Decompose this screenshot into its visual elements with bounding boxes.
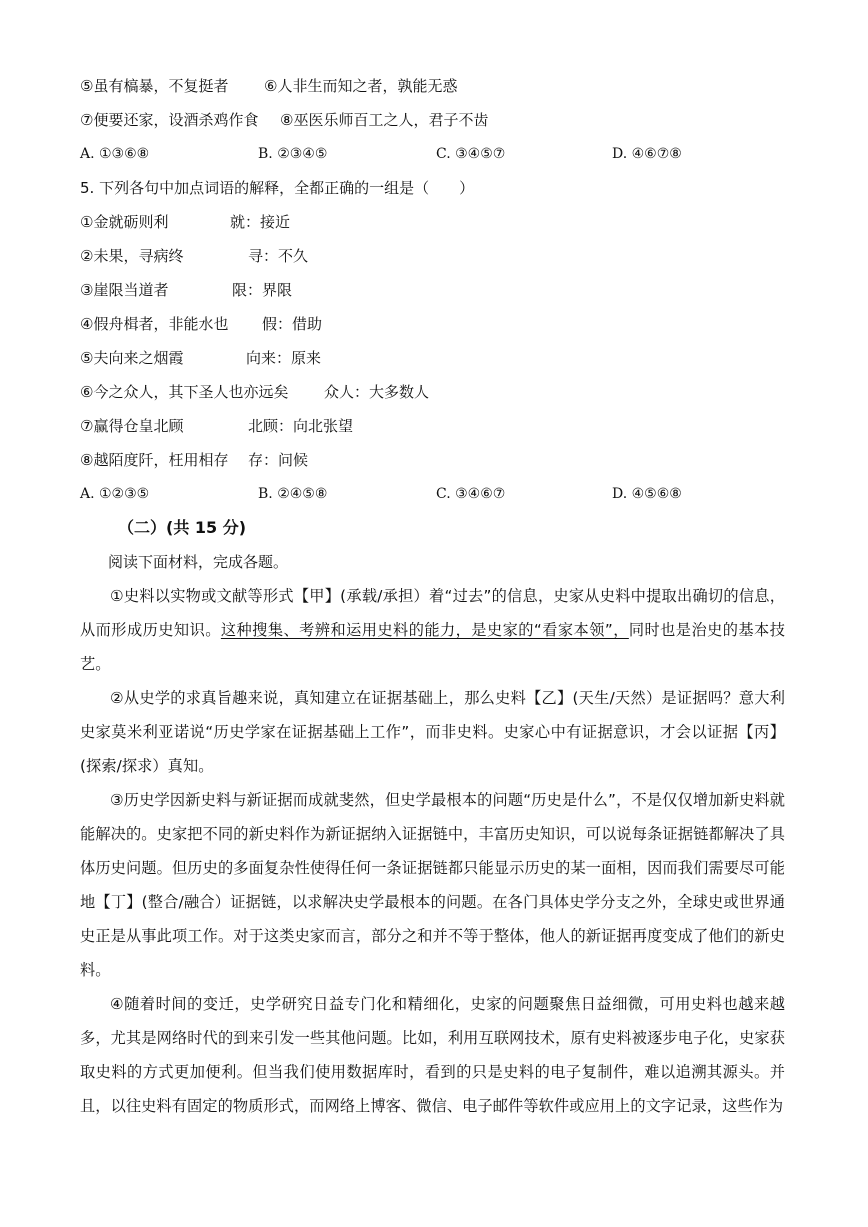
paragraph-1 bbox=[80, 579, 785, 681]
q5-sentence: ⑤夫向来之烟霞 bbox=[80, 349, 184, 367]
q5-sentence: ②未果，寻病终 bbox=[80, 247, 184, 265]
paragraph-1-underlined-text: 这种搜集、考辨和运用史料的能力，是史家的“看家本领”， bbox=[220, 621, 629, 639]
q4-item-5: ⑤虽有槁暴，不复挺者 bbox=[80, 77, 229, 95]
q5-gloss: 寻：不久 bbox=[248, 247, 309, 265]
q5-sentence: ③崖限当道者 bbox=[80, 281, 169, 299]
q5-sentence: ①金就砺则利 bbox=[80, 213, 169, 231]
q4-option-d[interactable]: D. ④⑥⑦⑧ bbox=[612, 146, 682, 162]
paragraph-1-text-a: ①史料以实物或文献等形式【甲】(承载/承担）着“过去”的信息，史家从史料中提取出确切的信息，从而形成历史知识。 bbox=[80, 587, 785, 639]
q5-sentence: ⑥今之众人，其下圣人也亦远矣 bbox=[80, 383, 289, 401]
q4-item-6: ⑥人非生而知之者，孰能无惑 bbox=[264, 77, 458, 95]
q5-sentence: ④假舟楫者，非能水也 bbox=[80, 315, 229, 333]
q5-sentence: ⑦赢得仓皇北顾 bbox=[80, 417, 184, 435]
q5-option-c[interactable]: C. ③④⑥⑦ bbox=[436, 486, 506, 502]
q4-option-c[interactable]: C. ③④⑤⑦ bbox=[436, 146, 506, 162]
q5-option-d[interactable]: D. ④⑤⑥⑧ bbox=[612, 486, 682, 502]
q5-gloss: 众人：大多数人 bbox=[324, 383, 430, 401]
q4-option-a[interactable]: A. ①③⑥⑧ bbox=[80, 146, 150, 162]
q4-option-b[interactable]: B. ②③④⑤ bbox=[258, 146, 328, 162]
section-instruction: 阅读下面材料，完成各题。 bbox=[108, 553, 289, 571]
q5-gloss: 北顾：向北张望 bbox=[248, 417, 354, 435]
section-heading: （二）(共 15 分) bbox=[118, 518, 247, 537]
q5-stem: 5. 下列各句中加点词语的解释，全都正确的一组是（ ） bbox=[80, 179, 475, 197]
q5-gloss: 就：接近 bbox=[230, 213, 291, 231]
paragraph-2: ②从史学的求真旨趣来说，真知建立在证据基础上，那么史料【乙】(天生/天然）是证据吗？意大利史家莫米利亚诺说“历史学家在证据基础上工作”，而非史料。史家心中有证据意识，才会以证据【丙】(探索/探求）真知。 bbox=[80, 689, 785, 775]
paragraph-1-text-b: 同时也是治史的基本技艺。 bbox=[80, 621, 786, 673]
q5-gloss: 限：界限 bbox=[232, 281, 293, 299]
paragraph-4: ④随着时间的变迁，史学研究日益专门化和精细化，史家的问题聚焦日益细微，可用史料也越来越多，尤其是网络时代的到来引发一些其他问题。比如，利用互联网技术，原有史料被逐步电子化，史家获取史料的方式更加便利。但当我们使用数据库时，看到的只是史料的电子复制件，难以追溯其源头。并且，以往史料有固定的物质形式，而网络上博客、微信、电子邮件等软件或应用上的文字记录，这些作为 bbox=[80, 995, 785, 1115]
q5-gloss: 假：借助 bbox=[262, 315, 323, 333]
q5-option-a[interactable]: A. ①②③⑤ bbox=[80, 486, 150, 502]
q5-gloss: 向来：原来 bbox=[246, 349, 322, 367]
q5-gloss: 存：问候 bbox=[248, 451, 309, 469]
paragraph-3: ③历史学因新史料与新证据而成就斐然，但史学最根本的问题“历史是什么”，不是仅仅增加新史料就能解决的。史家把不同的新史料作为新证据纳入证据链中，丰富历史知识，可以说每条证据链都解决了具体历史问题。但历史的多面复杂性使得任何一条证据链都只能显示历史的某一面相，因而我们需要尽可能地【丁】(整合/融合）证据链，以求解决史学最根本的问题。在各门具体史学分支之外，全球史或世界通史正是从事此项工作。对于这类史家而言，部分之和并不等于整体，他人的新证据再度变成了他们的新史料。 bbox=[80, 791, 785, 979]
q5-sentence: ⑧越陌度阡，枉用相存 bbox=[80, 451, 229, 469]
q5-option-b[interactable]: B. ②④⑤⑧ bbox=[258, 486, 328, 502]
q4-item-7: ⑦便要还家，设酒杀鸡作食 bbox=[80, 111, 259, 129]
q4-item-8: ⑧巫医乐师百工之人，君子不齿 bbox=[280, 111, 489, 129]
